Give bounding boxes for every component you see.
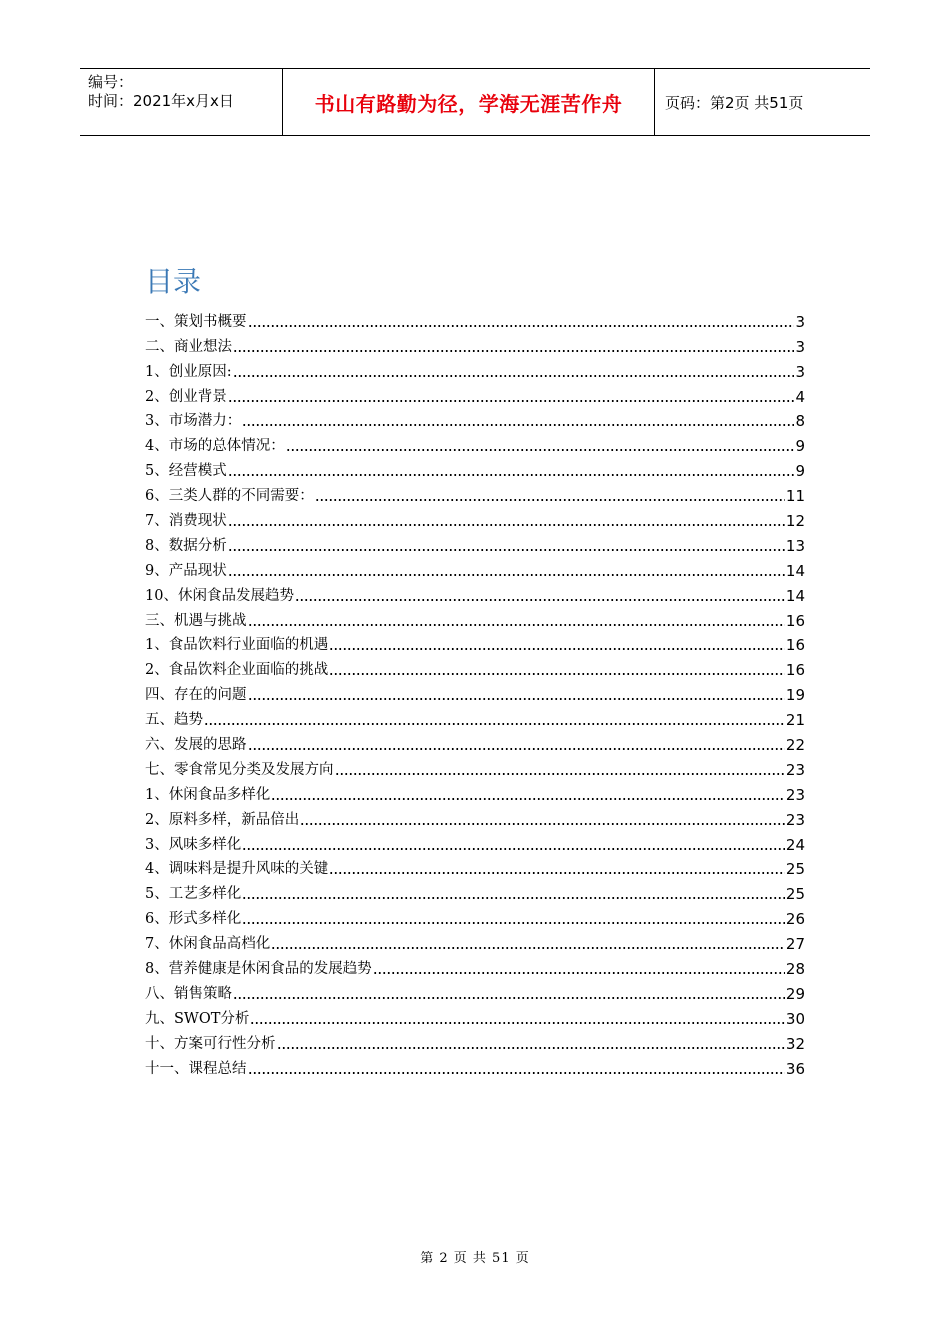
toc-entry-label: 3、风味多样化 [145,836,242,853]
toc-entry-page: 30 [785,1009,805,1028]
header-motto: 书山有路勤为径，学海无涯苦作舟 [282,69,655,135]
toc-entry-label: 4、市场的总体情况： [145,438,285,455]
toc-entry-label: 十一、课程总结 [145,1060,247,1077]
toc-entry-label: 一、策划书概要 [145,313,247,330]
toc-entry-page: 14 [785,586,805,605]
toc-leader-dots [228,561,785,577]
toc-entry-page: 21 [785,711,805,730]
header-page-info: 页码：第2页 共51页 [665,93,804,112]
toc-entry-page: 16 [785,636,805,655]
toc-leader-dots [300,810,785,826]
toc-entry[interactable] [145,704,805,729]
toc-entry-page: 23 [785,785,805,804]
toc-entry[interactable] [145,903,805,928]
toc-entry-label: 2、创业背景 [145,388,227,405]
toc-leader-dots [242,835,785,851]
toc-entry[interactable] [145,381,805,406]
toc-entry[interactable] [145,331,805,356]
toc-entry-page: 9 [795,462,805,481]
toc-entry-page: 3 [795,337,805,356]
toc-entry[interactable] [145,505,805,530]
toc-entry-label: 二、商业想法 [145,338,232,355]
toc-entry[interactable] [145,580,805,605]
toc-entry[interactable] [145,555,805,580]
toc-entry-label: 2、原料多样，新品倍出 [145,811,300,828]
toc-entry-label: 1、食品饮料行业面临的机遇 [145,637,329,654]
toc-entry-label: 5、经营模式 [145,463,227,480]
toc-entry[interactable] [145,978,805,1003]
toc-leader-dots [329,859,785,875]
toc-entry-page: 3 [795,312,805,331]
toc-entry-label: 9、产品现状 [145,562,227,579]
toc-entry-label: 8、数据分析 [145,537,227,554]
toc-leader-dots [329,660,785,676]
toc-entry-label: 4、调味料是提升风味的关键 [145,861,329,878]
page-footer: 第 2 页 共 51 页 [420,1251,530,1266]
toc-entry-page: 36 [785,1059,805,1078]
toc-leader-dots [329,635,785,651]
toc-leader-dots [248,312,795,328]
toc-entry-label: 6、三类人群的不同需要： [145,488,314,505]
toc-leader-dots [204,710,785,726]
toc-entry[interactable] [145,854,805,879]
toc-leader-dots [228,536,785,552]
toc-leader-dots [242,411,794,427]
toc-entry-page: 25 [785,885,805,904]
toc-entry[interactable] [145,480,805,505]
header-meta [80,69,282,135]
toc-title: 目录 [145,265,202,298]
toc-entry-page: 13 [785,536,805,555]
toc-entry-page: 22 [785,736,805,755]
toc-leader-dots [271,785,785,801]
toc-entry-page: 25 [785,860,805,879]
toc-entry[interactable] [145,729,805,754]
toc-leader-dots [248,735,785,751]
toc-entry-label: 7、消费现状 [145,513,227,530]
toc-entry-label: 七、零食常见分类及发展方向 [145,761,334,778]
toc-entry-label: 3、市场潜力： [145,413,242,430]
toc-entry[interactable] [145,356,805,381]
time-label: 时间：2021年x月x日 [88,92,234,110]
toc-entry-page: 3 [795,362,805,381]
toc-leader-dots [228,461,795,477]
toc-entry-page: 29 [785,984,805,1003]
toc-entry-page: 27 [785,935,805,954]
toc-leader-dots [233,337,794,353]
toc-leader-dots [233,984,785,1000]
toc-entry-page: 19 [785,686,805,705]
toc-entry[interactable] [145,928,805,953]
toc-entry-page: 24 [785,835,805,854]
toc-entry[interactable] [145,530,805,555]
toc-leader-dots [271,934,785,950]
toc-entry-page: 23 [785,810,805,829]
toc-entry-page: 26 [785,910,805,929]
toc-entry-page: 4 [795,387,805,406]
toc-entry[interactable] [145,630,805,655]
toc-entry[interactable] [145,306,805,331]
toc-entry[interactable] [145,1003,805,1028]
toc-entry-label: 10、休闲食品发展趋势 [145,587,294,604]
toc-entry-page: 23 [785,760,805,779]
toc-leader-dots [233,362,795,378]
toc-entry[interactable] [145,1053,805,1078]
toc-entry-page: 16 [785,611,805,630]
toc-leader-dots [248,611,785,627]
toc-entry[interactable] [145,1028,805,1053]
toc-entry[interactable] [145,754,805,779]
toc-entry-page: 16 [785,661,805,680]
toc-entry-page: 32 [785,1034,805,1053]
toc-entry-label: 1、休闲食品多样化 [145,786,271,803]
toc-leader-dots [315,486,785,502]
toc-leader-dots [295,586,785,602]
toc-entry[interactable] [145,455,805,480]
toc-leader-dots [248,1059,785,1075]
toc-entry-label: 四、存在的问题 [145,687,247,704]
toc-leader-dots [228,511,785,527]
toc-entry-label: 三、机遇与挑战 [145,612,247,629]
toc-entry-label: 5、工艺多样化 [145,886,242,903]
toc-leader-dots [286,436,795,452]
toc-entry-label: 7、休闲食品高档化 [145,936,271,953]
toc-entry[interactable] [145,829,805,854]
toc-entry[interactable] [145,779,805,804]
toc-entry-label: 2、食品饮料企业面临的挑战 [145,662,329,679]
toc-entry-label: 九、SWOT分析 [145,1010,250,1027]
toc-entry-label: 十、方案可行性分析 [145,1035,276,1052]
toc-entry-page: 8 [795,412,805,431]
toc-entry-label: 1、创业原因: [145,363,232,380]
toc-leader-dots [373,959,785,975]
toc-entry[interactable] [145,679,805,704]
toc-entry-label: 8、营养健康是休闲食品的发展趋势 [145,961,372,978]
toc-entry-label: 六、发展的思路 [145,737,247,754]
toc-entry-page: 28 [785,960,805,979]
toc-leader-dots [248,685,785,701]
toc-leader-dots [277,1034,785,1050]
toc-entry-page: 11 [785,487,805,506]
toc-entry-page: 9 [795,437,805,456]
toc-entry-label: 五、趋势 [145,712,203,729]
toc-entry-label: 八、销售策略 [145,985,232,1002]
toc-entry[interactable] [145,804,805,829]
toc-list [145,306,805,1078]
toc-leader-dots [335,760,785,776]
page-header [80,68,870,136]
toc-entry[interactable] [145,430,805,455]
toc-leader-dots [250,1009,785,1025]
toc-leader-dots [228,387,795,403]
toc-entry[interactable] [145,953,805,978]
toc-entry-label: 6、形式多样化 [145,911,242,928]
toc-entry[interactable] [145,654,805,679]
toc-entry-page: 14 [785,561,805,580]
toc-leader-dots [242,884,785,900]
toc-entry[interactable] [145,878,805,903]
toc-entry-page: 12 [785,512,805,531]
toc-entry[interactable] [145,605,805,630]
number-label: 编号： [88,73,134,91]
toc-leader-dots [242,909,785,925]
toc-entry[interactable] [145,406,805,431]
